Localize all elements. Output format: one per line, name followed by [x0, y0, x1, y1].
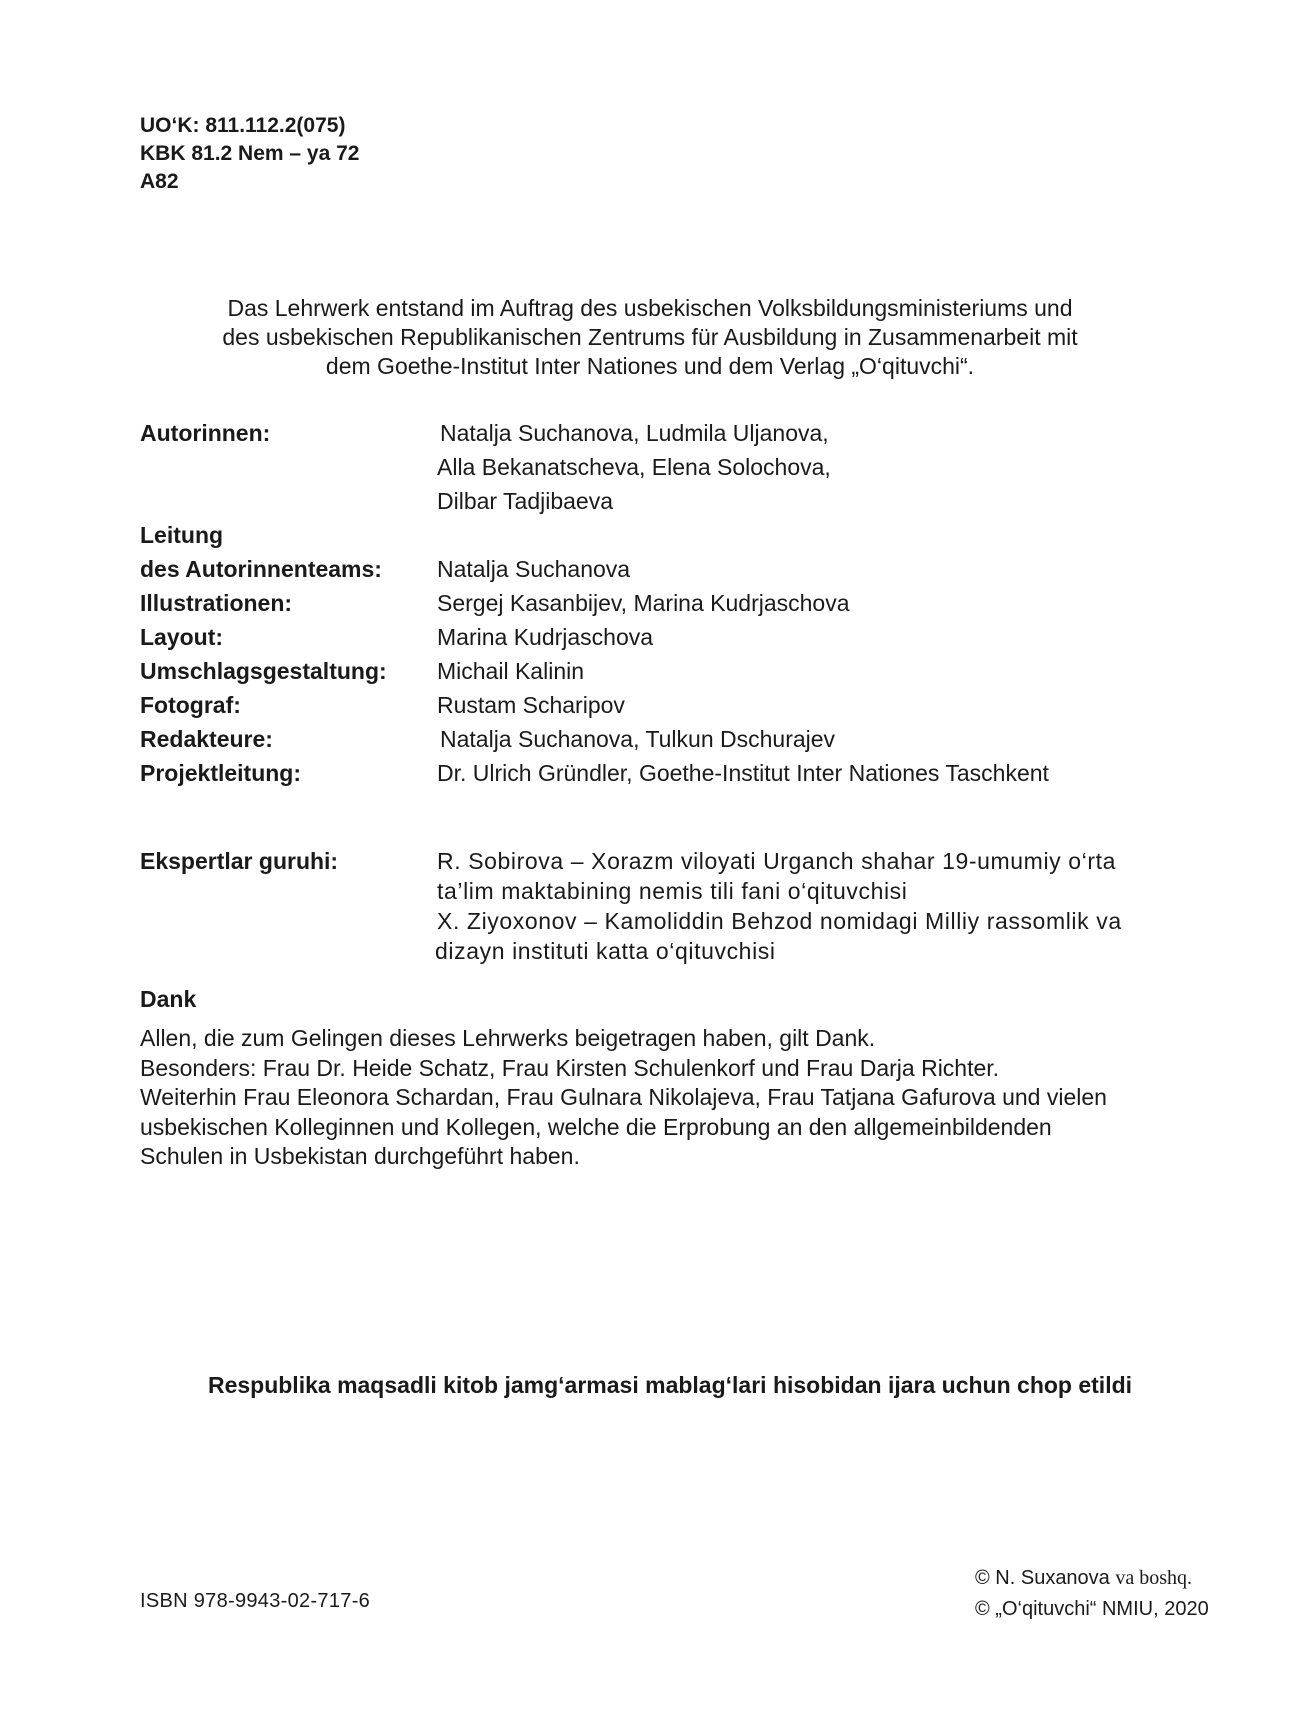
credit-row-fotograf [140, 688, 1200, 722]
credit-label: Autorinnen: [140, 420, 271, 446]
credit-row-autorinnen-cont [140, 484, 1200, 518]
credit-row-projektleitung [140, 756, 1200, 790]
credit-row-autorinnen [140, 416, 1200, 450]
credit-label: Redakteure: [140, 726, 273, 752]
kbk-code: KBK 81.2 Nem – ya 72 [140, 142, 360, 165]
experts-list [437, 846, 1122, 966]
intro-line: des usbekischen Republikanischen Zentrums für Ausbildung in Zusammenarbeit mit [222, 324, 1078, 350]
experts-row [140, 846, 1220, 966]
credit-value: Rustam Scharipov [437, 692, 625, 718]
experts-label: Ekspertlar guruhi: [140, 848, 339, 874]
dank-line: usbekischen Kolleginnen und Kollegen, welche die Erprobung an den allgemeinbildenden [140, 1113, 1052, 1140]
credit-label: Layout: [140, 624, 224, 650]
intro-line: Das Lehrwerk entstand im Auftrag des usbekischen Volksbildungsministeriums und [227, 295, 1073, 321]
intro-paragraph [140, 294, 1160, 381]
credit-value: Sergej Kasanbijev, Marina Kudrjaschova [437, 590, 850, 616]
copyright-authors [975, 1563, 1209, 1594]
credit-row-autorinnen-cont [140, 450, 1200, 484]
dank-paragraph [140, 1024, 1220, 1172]
classification-codes [140, 112, 359, 196]
credit-value: Michail Kalinin [437, 658, 585, 684]
copyright-block [975, 1563, 1209, 1625]
credit-label: Leitung [140, 522, 224, 548]
credit-value: Natalja Suchanova [437, 556, 631, 582]
credit-row-layout [140, 620, 1200, 654]
credit-label: Fotograf: [140, 692, 241, 718]
author-line: Natalja Suchanova, Ludmila Uljanova, [440, 420, 829, 446]
credit-value [437, 416, 829, 450]
credits-list [140, 416, 1200, 790]
expert-line: dizayn instituti katta o‘qituvchisi [435, 938, 776, 964]
author-mark: A82 [140, 170, 179, 193]
credit-value: Natalja Suchanova, Tulkun Dschurajev [440, 726, 836, 752]
credit-row-leitung [140, 552, 1200, 586]
credit-label-empty [140, 484, 437, 518]
copyright-authors-name: © N. Suxanova [975, 1567, 1116, 1589]
dank-line: Allen, die zum Gelingen dieses Lehrwerks beigetragen haben, gilt Dank. [140, 1025, 876, 1051]
funding-note: Respublika maqsadli kitob jamg‘armasi mablag‘lari hisobidan ijara uchun chop etildi [207, 1372, 1133, 1398]
credit-label: des Autorinnenteams: [140, 556, 382, 582]
copyright-publisher: © „O‘qituvchi“ NMIU, 2020 [975, 1598, 1209, 1620]
uok-code: UO‘K: 811.112.2(075) [140, 114, 346, 137]
credit-row-umschlag [140, 654, 1200, 688]
credit-label: Projektleitung: [140, 760, 302, 786]
credit-label: Illustrationen: [140, 590, 293, 616]
credit-label-empty [140, 450, 437, 484]
isbn-number: ISBN 978-9943-02-717-6 [140, 1590, 371, 1612]
expert-line: ta’lim maktabining nemis tili fani o‘qituvchisi [437, 878, 908, 904]
dank-line: Weiterhin Frau Eleonora Schardan, Frau Gulnara Nikolajeva, Frau Tatjana Gafurova und vielen [140, 1084, 1107, 1110]
credit-label: Umschlagsgestaltung: [140, 658, 387, 684]
dank-line: Schulen in Usbekistan durchgeführt haben. [140, 1143, 580, 1169]
copyright-authors-suffix: va boshq. [1115, 1567, 1193, 1589]
dank-heading: Dank [140, 986, 197, 1012]
dank-line: Besonders: Frau Dr. Heide Schatz, Frau Kirsten Schulenkorf und Frau Darja Richter. [140, 1054, 1000, 1081]
expert-line: X. Ziyoxonov – Kamoliddin Behzod nomidagi Milliy rassomlik va [437, 908, 1122, 934]
intro-line: dem Goethe-Institut Inter Nationes und dem Verlag „O‘qituvchi“. [325, 353, 975, 379]
credit-row-redakteure [140, 722, 1200, 756]
credit-value: Dr. Ulrich Gründler, Goethe-Institut Inter Nationes Taschkent [437, 760, 1049, 786]
expert-line: R. Sobirova – Xorazm viloyati Urganch shahar 19-umumiy o‘rta [437, 848, 1116, 874]
credit-value: Marina Kudrjaschova [437, 624, 654, 650]
author-line: Dilbar Tadjibaeva [437, 488, 614, 514]
credit-row-leitung-label [140, 518, 1200, 552]
experts-section [140, 846, 1220, 966]
author-line: Alla Bekanatscheva, Elena Solochova, [437, 454, 831, 480]
credit-row-illustrationen [140, 586, 1200, 620]
